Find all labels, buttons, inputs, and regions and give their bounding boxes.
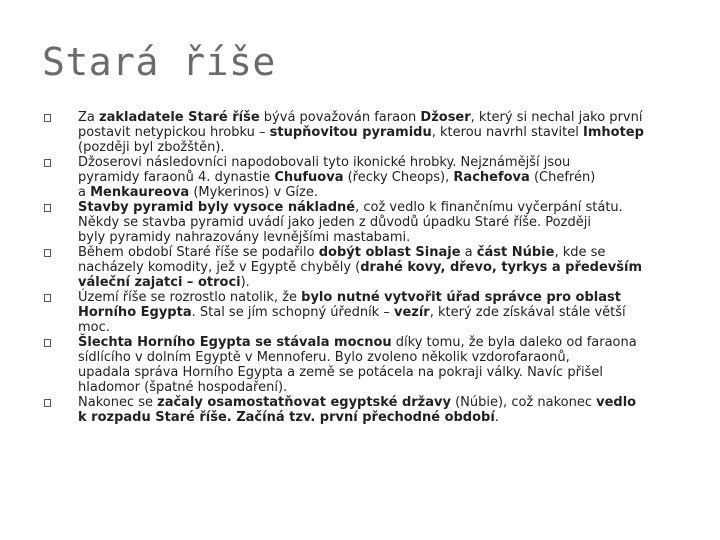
bullet-box-icon [44,114,51,122]
bullet-line [78,140,684,155]
text-run: Džoserovi následovníci napodobovali tyto ikonické hrobky. Nejznámější jsou [78,155,571,170]
text-run: (Chefrén) [529,170,596,185]
text-run: (později byl zbožštěn). [78,140,225,155]
text-run: Za [78,110,100,125]
bullet-box-icon [44,204,51,212]
bold-text: dobýt oblast Sinaje [318,245,461,260]
text-run: pyramidy faraonů 4. dynastie [78,170,275,185]
bold-text: Horního Egypta [78,305,192,320]
text-run: , který zde získával stále větší [429,305,626,320]
bold-text: stupňovitou pyramidu [269,125,432,140]
bullet-line [78,365,684,380]
text-run: Během období Staré říše se podařilo [78,245,319,260]
bullet-item [44,290,684,335]
bold-text: vezír [393,305,430,320]
bold-text: vedlo [596,395,637,410]
bold-text: Šlechta Horního Egypta se stávala mocnou [78,335,392,350]
bold-text: drahé kovy, dřevo, tyrkys a především [360,260,643,275]
text-run: bývá považován faraon [259,110,421,125]
text-run: . Stal se jím schopný úředník – [191,305,394,320]
bullet-line [78,350,684,365]
bullet-line [78,260,684,275]
bullet-box-icon [44,159,51,167]
bullet-line [78,410,684,425]
bullet-item [44,200,684,245]
bullet-line [78,170,684,185]
bullet-line [78,275,684,290]
bullet-line [78,230,684,245]
bullet-line [78,380,684,395]
bullet-line [78,335,684,350]
bullet-box-icon [44,399,51,407]
bullet-line [78,185,684,200]
bullet-item [44,110,684,155]
bullet-line [78,395,684,410]
text-run: a [78,185,91,200]
text-run: ). [240,275,250,290]
bold-text: Stavby pyramid byly vysoce nákladné [78,200,356,215]
bullet-line [78,305,684,320]
text-run: Někdy se stavba pyramid uvádí jako jeden z důvodů úpadku Staré říše. Později [78,215,591,230]
bullet-list [44,110,684,425]
text-run: Nakonec se [78,395,158,410]
bold-text: Džoser [420,110,471,125]
text-run: , což vedlo k finančnímu vyčerpání státu. [355,200,623,215]
bullet-item [44,395,684,425]
bold-text: Rachefova [453,170,530,185]
bullet-box-icon [44,249,51,257]
bold-text: k rozpadu Staré říše. Začíná tzv. první přechodné období [78,410,495,425]
bullet-box-icon [44,294,51,302]
text-run: a [460,245,477,260]
text-run: moc. [78,320,110,335]
bullet-item [44,335,684,395]
bullet-box-icon [44,339,51,347]
text-run: byly pyramidy nahrazovány levnějšími mastabami. [78,230,411,245]
bold-text: zakladatele Staré říše [99,110,260,125]
text-run: . [494,410,499,425]
bullet-item [44,155,684,200]
text-run: (řecky Cheops), [343,170,454,185]
bullet-line [78,200,684,215]
bold-text: bylo nutné vytvořit úřad správce pro oblast [301,290,621,305]
text-run: sídlícího v dolním Egyptě v Mennoferu. Bylo zvoleno několik vzdorofaraonů, [78,350,570,365]
bullet-line [78,320,684,335]
bullet-item [44,245,684,290]
bullet-line [78,215,684,230]
text-run: upadala správa Horního Egypta a země se potácela na pokraji války. Navíc přišel [78,365,603,380]
text-run: nacházely komodity, jež v Egyptě chyběly ( [78,260,361,275]
bullet-line [78,155,684,170]
text-run: (Mykerinos) v Gíze. [189,185,318,200]
bullet-line [78,125,684,140]
bullet-line [78,110,684,125]
text-run: , kde se [554,245,606,260]
bold-text: Chufuova [274,170,344,185]
text-run: Území říše se rozrostlo natolik, že [78,290,302,305]
slide-title: Stará říše [42,40,276,84]
text-run: postavit netypickou hrobku – [78,125,270,140]
text-run: , kterou navrhl stavitel [431,125,584,140]
text-run: hladomor (špatné hospodaření). [78,380,288,395]
text-run: , který si nechal jako první [470,110,643,125]
bold-text: Imhotep [583,125,644,140]
bold-text: začaly osamostatňovat egyptské državy [157,395,451,410]
bullet-line [78,245,684,260]
text-run: (Núbie), což nakonec [450,395,597,410]
bold-text: váleční zajatci – otroci [78,275,241,290]
text-run: díky tomu, že byla daleko od faraona [391,335,637,350]
bullet-line [78,290,684,305]
bold-text: Menkaureova [90,185,190,200]
bold-text: část Núbie [476,245,555,260]
